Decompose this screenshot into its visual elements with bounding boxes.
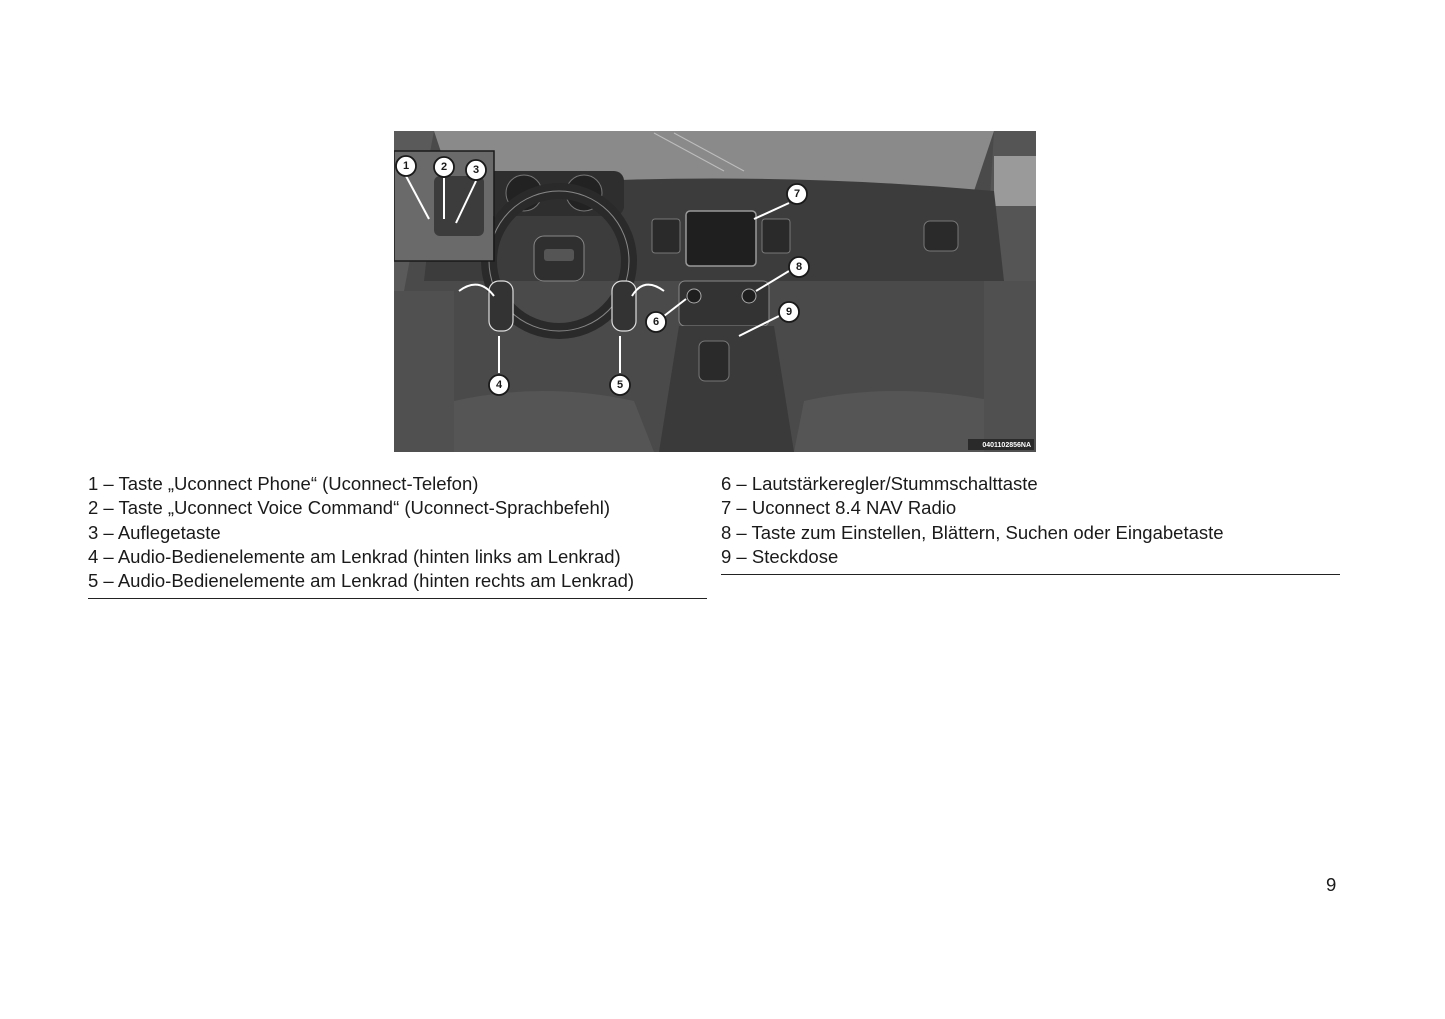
callout-2-label: 2	[440, 161, 448, 173]
callout-1-label: 1	[402, 160, 410, 172]
legend-item: 9 – Steckdose	[721, 545, 839, 567]
legend-item: 1 – Taste „Uconnect Phone“ (Uconnect-Telefon)	[88, 473, 479, 494]
page-number: 9	[1326, 874, 1337, 895]
dashboard-drawing	[394, 131, 1036, 452]
legend-item: 5 – Audio-Bedienelemente am Lenkrad (hinten rechts am Lenkrad)	[88, 570, 635, 592]
callout-4-label: 4	[495, 379, 503, 391]
callout-6-label: 6	[652, 316, 660, 328]
legend-item: 7 – Uconnect 8.4 NAV Radio	[721, 497, 957, 519]
callout-9	[779, 302, 799, 322]
dashboard-illustration	[394, 131, 1036, 452]
legend-right	[721, 472, 1340, 575]
callout-4	[489, 375, 509, 395]
callout-9-label: 9	[785, 306, 793, 318]
callout-3	[466, 160, 486, 180]
legend-item: 6 – Lautstärkeregler/Stummschalttaste	[721, 473, 1038, 494]
callout-7-label: 7	[793, 188, 801, 200]
callout-7	[787, 184, 807, 204]
callout-8-label: 8	[795, 261, 803, 273]
callout-5	[610, 375, 630, 395]
callout-6	[646, 312, 666, 332]
legend-item: 4 – Audio-Bedienelemente am Lenkrad (hinten links am Lenkrad)	[88, 545, 621, 567]
legend-left	[88, 472, 707, 599]
callout-1	[396, 156, 416, 176]
callout-3-label: 3	[472, 164, 480, 176]
legend-item: 8 – Taste zum Einstellen, Blättern, Suchen oder Eingabetaste	[721, 521, 1224, 543]
callout-2	[434, 157, 454, 177]
legend-item: 3 – Auflegetaste	[88, 521, 221, 543]
callout-5-label: 5	[616, 379, 624, 391]
legend-item: 2 – Taste „Uconnect Voice Command“ (Uconnect-Sprachbefehl)	[88, 497, 611, 519]
figure-id-label: 0401102856NA	[982, 442, 1031, 449]
callout-8	[789, 257, 809, 277]
